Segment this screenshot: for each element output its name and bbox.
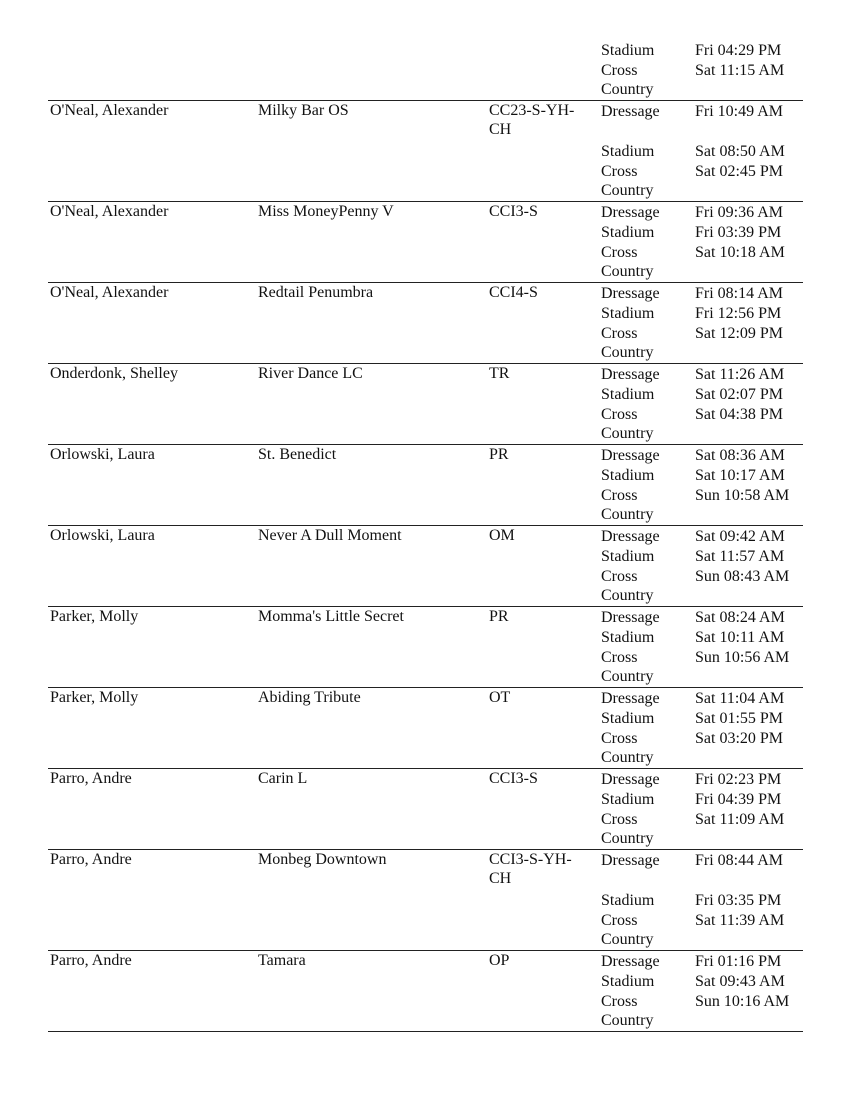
- phase-name: Stadium: [601, 629, 655, 646]
- phase-time: Sat 11:26 AM: [695, 366, 785, 383]
- phase-time: Sat 09:42 AM: [695, 528, 785, 545]
- phase-name: Dressage: [601, 285, 660, 302]
- phase-row: [601, 991, 803, 1030]
- phase-row: [601, 971, 803, 991]
- rider-name: O'Neal, Alexander: [50, 102, 169, 119]
- phase-time: Sat 11:04 AM: [695, 690, 785, 707]
- phase-row: [601, 890, 803, 910]
- phase-row: [601, 222, 803, 242]
- phase-name: Dressage: [601, 447, 660, 464]
- phase-time: Sat 08:50 AM: [695, 143, 785, 160]
- horse-name: Tamara: [258, 952, 306, 969]
- phase-list: [601, 101, 803, 201]
- phase-row: [601, 769, 803, 789]
- phase-name: Cross Country: [601, 62, 654, 98]
- phase-list: [601, 850, 803, 950]
- phase-time: Fri 12:56 PM: [695, 305, 782, 322]
- division-code: CCI3-S-YH-CH: [489, 851, 572, 887]
- horse-name: Abiding Tribute: [258, 689, 361, 706]
- phase-time: Sat 01:55 PM: [695, 710, 784, 727]
- phase-name: Cross Country: [601, 163, 654, 199]
- horse-name: Monbeg Downtown: [258, 851, 387, 868]
- rider-name: Parro, Andre: [50, 851, 132, 868]
- rider-name: Parker, Molly: [50, 608, 139, 625]
- phase-time: Sat 11:39 AM: [695, 912, 785, 929]
- entry-row: [48, 951, 803, 1032]
- phase-name: Cross Country: [601, 912, 654, 948]
- entry-row: [48, 607, 803, 688]
- phase-name: Dressage: [601, 953, 660, 970]
- phase-name: Cross Country: [601, 487, 654, 523]
- phase-time: Fri 09:36 AM: [695, 204, 784, 221]
- phase-row: [601, 101, 803, 141]
- phase-time: Sat 02:45 PM: [695, 163, 784, 180]
- phase-time: Fri 01:16 PM: [695, 953, 782, 970]
- entry-row: [48, 202, 803, 283]
- division-code: TR: [489, 365, 510, 382]
- entry-row: [48, 283, 803, 364]
- entry-row: [48, 101, 803, 202]
- phase-name: Dressage: [601, 609, 660, 626]
- phase-row: [601, 465, 803, 485]
- rider-name: Parro, Andre: [50, 952, 132, 969]
- phase-name: Dressage: [601, 852, 660, 869]
- phase-row: [601, 303, 803, 323]
- rider-name: Onderdonk, Shelley: [50, 365, 178, 382]
- phase-row: [601, 485, 803, 524]
- division-code: CC23-S-YH-CH: [489, 102, 575, 138]
- phase-list: [601, 202, 803, 282]
- phase-row: [601, 850, 803, 890]
- entry-row: [48, 850, 803, 951]
- rider-name: O'Neal, Alexander: [50, 284, 169, 301]
- phase-time: Sun 10:16 AM: [695, 993, 790, 1010]
- phase-time: Fri 04:39 PM: [695, 791, 782, 808]
- phase-name: Stadium: [601, 467, 655, 484]
- entry-row: [48, 445, 803, 526]
- phase-name: Dressage: [601, 103, 660, 120]
- horse-name: Carin L: [258, 770, 308, 787]
- phase-row: [601, 809, 803, 848]
- phase-list: [601, 607, 803, 687]
- phase-row: [601, 283, 803, 303]
- rider-name: Orlowski, Laura: [50, 527, 155, 544]
- phase-name: Stadium: [601, 42, 655, 59]
- phase-row: [601, 688, 803, 708]
- phase-name: Stadium: [601, 548, 655, 565]
- horse-name: Miss MoneyPenny V: [258, 203, 394, 220]
- phase-time: Sat 12:09 PM: [695, 325, 784, 342]
- rider-name: O'Neal, Alexander: [50, 203, 169, 220]
- entry-row: [48, 526, 803, 607]
- division-code: OP: [489, 952, 510, 969]
- phase-name: Cross Country: [601, 730, 654, 766]
- phase-name: Cross Country: [601, 568, 654, 604]
- phase-time: Sat 04:38 PM: [695, 406, 784, 423]
- phase-time: Sat 08:36 AM: [695, 447, 785, 464]
- phase-row: [601, 607, 803, 627]
- horse-name: River Dance LC: [258, 365, 363, 382]
- division-code: PR: [489, 608, 509, 625]
- phase-time: Sat 10:18 AM: [695, 244, 785, 261]
- phase-row: [601, 627, 803, 647]
- phase-list: [601, 40, 803, 100]
- horse-name: Momma's Little Secret: [258, 608, 404, 625]
- phase-row: [601, 404, 803, 443]
- phase-time: Sat 10:11 AM: [695, 629, 785, 646]
- phase-row: [601, 384, 803, 404]
- phase-list: [601, 364, 803, 444]
- phase-time: Sat 11:09 AM: [695, 811, 785, 828]
- phase-name: Stadium: [601, 892, 655, 909]
- horse-name: Never A Dull Moment: [258, 527, 402, 544]
- phase-time: Sat 09:43 AM: [695, 973, 785, 990]
- phase-row: [601, 647, 803, 686]
- phase-name: Cross Country: [601, 649, 654, 685]
- phase-list: [601, 769, 803, 849]
- phase-time: Fri 03:39 PM: [695, 224, 782, 241]
- division-code: PR: [489, 446, 509, 463]
- phase-time: Sun 08:43 AM: [695, 568, 790, 585]
- rider-name: Parker, Molly: [50, 689, 139, 706]
- entry-row: [48, 688, 803, 769]
- phase-name: Cross Country: [601, 993, 654, 1029]
- phase-time: Sun 10:58 AM: [695, 487, 790, 504]
- phase-time: Sat 08:24 AM: [695, 609, 785, 626]
- phase-list: [601, 951, 803, 1031]
- phase-name: Dressage: [601, 204, 660, 221]
- phase-list: [601, 283, 803, 363]
- phase-row: [601, 951, 803, 971]
- phase-row: [601, 202, 803, 222]
- phase-name: Cross Country: [601, 244, 654, 280]
- phase-row: [601, 323, 803, 362]
- phase-name: Cross Country: [601, 406, 654, 442]
- phase-name: Cross Country: [601, 811, 654, 847]
- continued-entry-row: [48, 40, 803, 101]
- phase-time: Sat 11:15 AM: [695, 62, 785, 79]
- phase-time: Sat 03:20 PM: [695, 730, 784, 747]
- phase-name: Dressage: [601, 771, 660, 788]
- phase-row: [601, 242, 803, 281]
- phase-row: [601, 40, 803, 60]
- entry-row: [48, 769, 803, 850]
- division-code: OM: [489, 527, 515, 544]
- phase-time: Fri 02:23 PM: [695, 771, 782, 788]
- phase-time: Fri 08:14 AM: [695, 285, 784, 302]
- rider-name: Orlowski, Laura: [50, 446, 155, 463]
- phase-name: Dressage: [601, 690, 660, 707]
- phase-time: Sat 11:57 AM: [695, 548, 785, 565]
- phase-row: [601, 526, 803, 546]
- phase-name: Stadium: [601, 710, 655, 727]
- phase-name: Stadium: [601, 224, 655, 241]
- phase-row: [601, 789, 803, 809]
- phase-row: [601, 445, 803, 465]
- division-code: CCI3-S: [489, 770, 538, 787]
- horse-name: Milky Bar OS: [258, 102, 349, 119]
- phase-list: [601, 526, 803, 606]
- phase-time: Fri 04:29 PM: [695, 42, 782, 59]
- phase-name: Dressage: [601, 528, 660, 545]
- phase-row: [601, 141, 803, 161]
- phase-row: [601, 728, 803, 767]
- phase-list: [601, 688, 803, 768]
- phase-name: Stadium: [601, 791, 655, 808]
- phase-time: Fri 08:44 AM: [695, 852, 784, 869]
- phase-row: [601, 364, 803, 384]
- phase-name: Stadium: [601, 305, 655, 322]
- phase-row: [601, 910, 803, 949]
- phase-row: [601, 161, 803, 200]
- phase-row: [601, 60, 803, 99]
- division-code: OT: [489, 689, 511, 706]
- division-code: CCI4-S: [489, 284, 538, 301]
- phase-name: Stadium: [601, 973, 655, 990]
- phase-name: Stadium: [601, 386, 655, 403]
- division-code: CCI3-S: [489, 203, 538, 220]
- horse-name: Redtail Penumbra: [258, 284, 374, 301]
- phase-row: [601, 566, 803, 605]
- phase-time: Sat 10:17 AM: [695, 467, 785, 484]
- phase-name: Cross Country: [601, 325, 654, 361]
- entry-row: [48, 364, 803, 445]
- phase-time: Fri 03:35 PM: [695, 892, 782, 909]
- phase-row: [601, 546, 803, 566]
- phase-name: Dressage: [601, 366, 660, 383]
- rider-name: Parro, Andre: [50, 770, 132, 787]
- horse-name: St. Benedict: [258, 446, 337, 463]
- ride-times-table: [48, 40, 803, 1032]
- phase-name: Stadium: [601, 143, 655, 160]
- phase-time: Fri 10:49 AM: [695, 103, 784, 120]
- phase-row: [601, 708, 803, 728]
- phase-list: [601, 445, 803, 525]
- phase-time: Sun 10:56 AM: [695, 649, 790, 666]
- phase-time: Sat 02:07 PM: [695, 386, 784, 403]
